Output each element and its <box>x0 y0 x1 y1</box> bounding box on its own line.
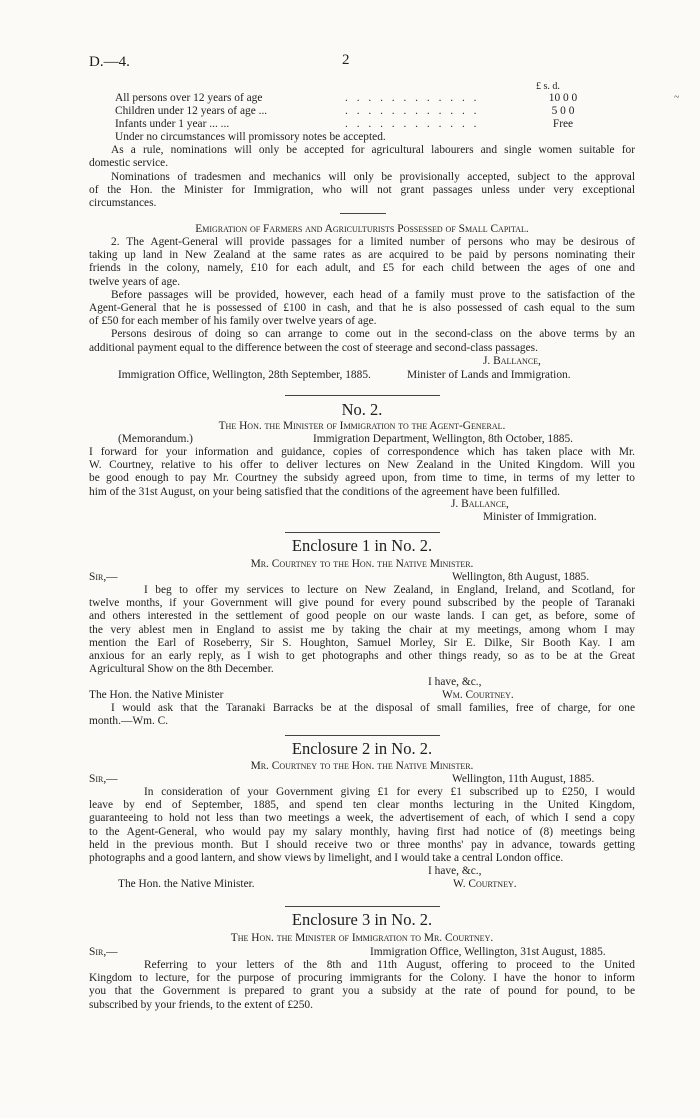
office-date: Immigration Office, Wellington, 28th September, 1885. <box>118 369 371 381</box>
fee-row: Infants under 1 year ... ... . . . . . . . . . . . . Free <box>115 118 574 130</box>
section-heading: Emigration of Farmers and Agriculturists Possessed of Small Capital. <box>195 223 529 235</box>
enclosure-title: Enclosure 3 in No. 2. <box>291 910 433 929</box>
letter-date: Wellington, 8th August, 1885. <box>452 571 590 583</box>
letter-body: Referring to your letters of the 8th and 11th August, offering to proceed to the United Kingdom to lecture, for the purpose of procuring immigrants for the Colony. I have the honor to inform you that the Government is prepared to grant you a subsidy at the rate of pound for pound, to be subscribed by your friends, to the extent of £250. <box>89 959 635 1011</box>
addressee: The Hon. the Native Minister <box>89 689 224 701</box>
section-divider <box>285 735 440 736</box>
letter-body: I beg to offer my services to lecture on New Zealand, in England, Ireland, and Scotland, for twelve months, if your Government will give pound for every pound subscribed by the people of Taranaki and others interested in the settlement of good people on our waste lands. I can get, as before, some of the very ablest men in England to assist me by taking the chair at my meetings, among whom I may mention the Earl of Roseberry, Sir S. Houghton, Samuel Morley, Sir E. Dilke, Sir Booth Kay. I am anxious for an early reply, as I wish to get photographs and other things ready, so as to be at the Great Agricultural Show on the 8th December. <box>89 584 635 676</box>
margin-mark: ~ <box>674 92 680 103</box>
emigration-paragraph: 2. The Agent-General will provide passages for a limited number of persons who may be desirous of taking up land in New Zealand at the same rates as are acquired to be paid by persons nominating their friends in the colony, namely, £10 for each adult, and £5 for each child between the ages of one and twelve years of age. Before passages will be provided, however, each head of a family must prove to the satisfaction of the Agent-General that he is possessed of £100 in cash, and that he is also possessed of cash equal to the sum of £50 for each member of his family over twelve years of age. Persons desirous of doing so can arrange to come out in the second-class on the above terms by an additional payment equal to the difference between the cost of steerage and second-class passages. <box>89 236 635 354</box>
addressee: The Hon. the Native Minister. <box>118 878 255 890</box>
letter-date: Wellington, 11th August, 1885. <box>452 773 595 785</box>
currency-header: £ s. d. <box>536 81 560 92</box>
letter-date: Immigration Office, Wellington, 31st August, 1885. <box>370 946 606 958</box>
enclosure-subtitle: Mr. Courtney to the Hon. the Native Minister. <box>250 760 474 772</box>
fee-row: Children under 12 years of age ... . . . . . . . . . . . . 5 0 0 <box>115 105 575 117</box>
department-date: Immigration Department, Wellington, 8th October, 1885. <box>313 433 574 445</box>
report-reference: D.—4. <box>89 54 130 70</box>
enclosure-subtitle: Mr. Courtney to the Hon. the Native Minister. <box>250 558 474 570</box>
enclosure-subtitle: The Hon. the Minister of Immigration to Mr. Courtney. <box>230 932 494 944</box>
section-divider <box>340 213 386 214</box>
section-divider <box>285 532 440 533</box>
signature: J. Ballance, <box>483 355 541 367</box>
enclosure-title: Enclosure 1 in No. 2. <box>291 536 433 555</box>
salutation: Sir,— <box>89 946 118 958</box>
signer-title: Minister of Lands and Immigration. <box>407 369 571 381</box>
signer-title: Minister of Immigration. <box>483 511 597 523</box>
fee-row: All persons over 12 years of age . . . . . . . . . . . . 10 0 0 <box>115 92 578 104</box>
page-number: 2 <box>342 52 350 68</box>
salutation: Sir,— <box>89 773 118 785</box>
letter-body: In consideration of your Government giving £1 for every £1 subscribed up to £250, I would leave by end of September, 1885, and spend ten clear months lecturing in the United Kingdom, guaranteeing to hold not less than two meetings a week, the advertisement of each, of which I send a copy to the Agent-General, who would pay my salary monthly, having first had notice of (8) meetings being held in the previous month. But I should receive two or three months' pay in advance, towards getting photographs and a good lantern, and show views by limelight, and I would take a central London office. <box>89 786 635 864</box>
section-divider <box>285 395 440 396</box>
section-divider <box>285 906 440 907</box>
nomination-notes: Under no circumstances will promissory notes be accepted. As a rule, nominations will only be accepted for agricultural labourers and single women suitable for domestic service. Nominations of tradesmen and mechanics will only be provisionally accepted, subject to the approval of the Hon. the Minister for Immigration, who will not grant passages unless under very exceptional circumstances. <box>89 131 635 209</box>
closing: I have, &c., <box>428 676 482 688</box>
memorandum-label: (Memorandum.) <box>118 433 193 445</box>
closing: I have, &c., <box>428 865 482 877</box>
salutation: Sir,— <box>89 571 118 583</box>
document-subtitle: The Hon. the Minister of Immigration to the Agent-General. <box>218 420 506 432</box>
postscript: I would ask that the Taranaki Barracks be at the disposal of small families, free of charge, for one month.—Wm. C. <box>89 702 635 728</box>
enclosure-title: Enclosure 2 in No. 2. <box>291 739 433 758</box>
memorandum-body: I forward for your information and guidance, copies of correspondence which has taken place with Mr. W. Courtney, relative to his offer to deliver lectures on New Zealand in the United Kingdom. Will you be good enough to pay Mr. Courtney the subsidy agreed upon, from time to time, in terms of my letter to him of the 31st August, on your being satisfied that the conditions of the agreement have been fulfilled. <box>89 446 635 498</box>
document-title: No. 2. <box>341 400 383 419</box>
signature: Wm. Courtney. <box>442 689 514 701</box>
signature: J. Ballance, <box>451 498 509 510</box>
signature: W. Courtney. <box>453 878 517 890</box>
